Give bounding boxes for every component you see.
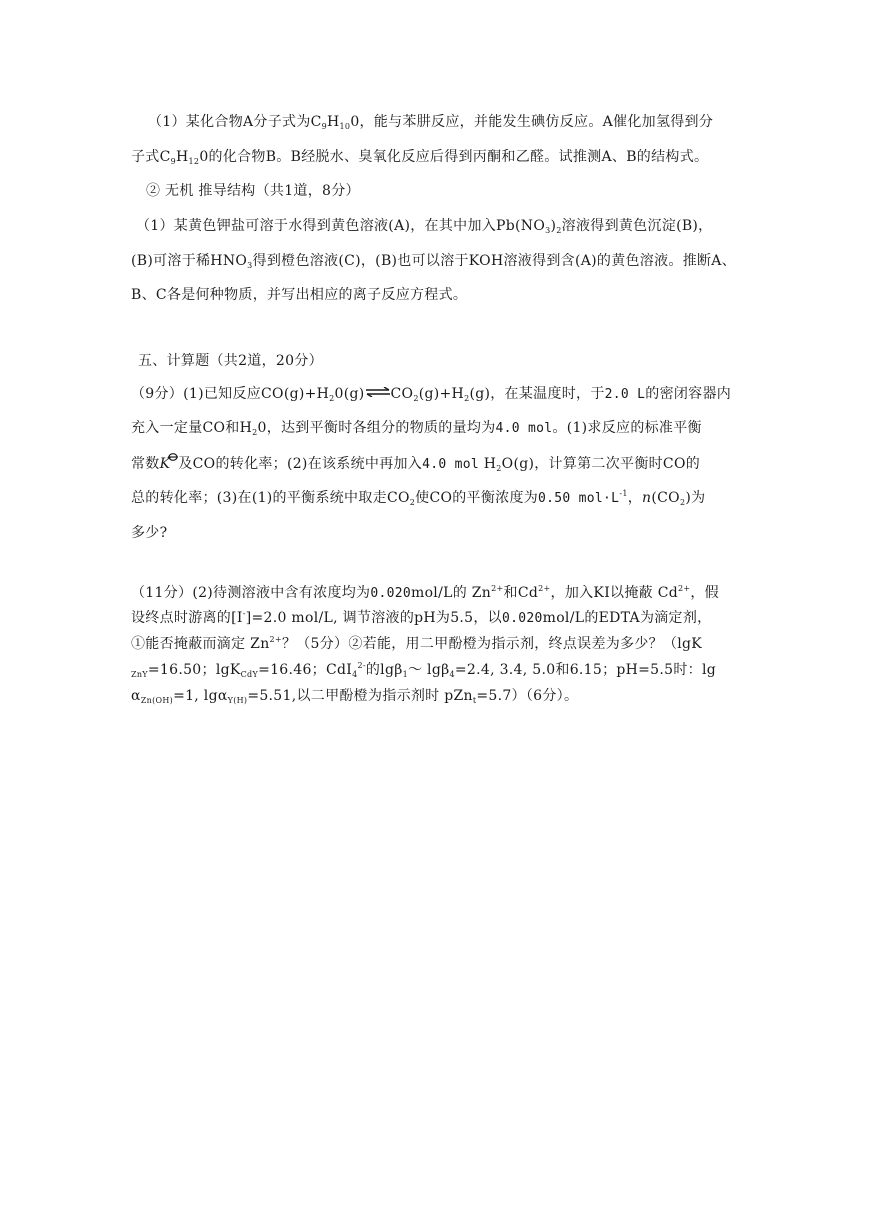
inorg-heading: ② 无机 推导结构（共1道，8分）	[146, 183, 360, 199]
calc-q1-line2: 充入一定量CO和$H_20$，达到平衡时各组分的物质的量均为4.0 mol。(1)求反应的标准平衡	[131, 420, 702, 437]
inorg-q1-line1: （1）某黄色钾盐可溶于水得到黄色溶液(A)，在其中加入$Pb(NO_3)_2$溶液得到黄色沉淀(B)，	[136, 218, 713, 235]
calc-q1-line1: （9分）(1)已知反应$CO(g)+H_20(g)$ $CO_2(g)+H_2(g)$，在某温度时，于2.0 L的密闭容器内	[131, 386, 732, 403]
calc-q2-line3: ①能否掩蔽而滴定 $Zn^{2+}$？（5分）②若能，用二甲酚橙为指示剂，终点误差为多少？（lgK	[131, 635, 703, 652]
calc-heading: 五、计算题（共2道，20分）	[138, 353, 323, 369]
inorg-q1-line3: B、C各是何种物质，并写出相应的离子反应方程式。	[131, 287, 468, 303]
equilibrium-arrow-icon	[365, 387, 391, 397]
calc-q1-line5: 多少?	[131, 525, 168, 541]
org-q1-line1: （1）某化合物A分子式为$C_9H_{10}0$，能与苯肼反应，并能发生碘仿反应。A催化加氢得到分	[148, 114, 714, 131]
org-q1-line2: 子式$C_9H_{12}0$的化合物B。B经脱水、臭氧化反应后得到丙酮和乙醛。试推测A、B的结构式。	[131, 149, 709, 166]
calc-q2-line4: $_{ZnY}$=16.50；lgK$_{CdY}$=16.46；CdI$_4^{2-}$的lgβ$_1$～ lgβ$_4$=2.4, 3.4, 5.0和6.15；pH=5.5时：lg	[131, 661, 716, 679]
calc-q2-line2: 设终点时游离的[I-]=2.0 mol/L, 调节溶液的pH为5.5，以0.020mol/L的EDTA为滴定剂，	[131, 609, 712, 626]
calc-q2-line5: $\alpha_{Zn(OH)}=1$, lgα$_{Y(H)}$=5.51,以二甲酚橙为指示剂时 pZn$_t$=5.7）（6分）。	[131, 688, 579, 705]
calc-q1-line3: 常数K 及CO的转化率；(2)在该系统中再加入4.0 mol $H_2O(g)$，计算第二次平衡时CO的	[131, 453, 700, 475]
standard-state-icon	[168, 453, 178, 461]
calc-q2-line1: （11分）(2)待测溶液中含有浓度均为0.020mol/L的 $Zn^{2+}$和$Cd^{2+}$，加入KI以掩蔽 $Cd^{2+}$，假	[131, 584, 719, 601]
inorg-q1-line2: (B)可溶于稀$HNO_3$得到橙色溶液(C)，(B)也可以溶于KOH溶液得到含(A)的黄色溶液。推断A、	[131, 253, 737, 270]
calc-q1-line4: 总的转化率；(3)在(1)的平衡系统中取走$CO_2$使CO的平衡浓度为0.50 $mol\cdot L^{-1}$，$n(CO_2)$为	[131, 489, 706, 507]
